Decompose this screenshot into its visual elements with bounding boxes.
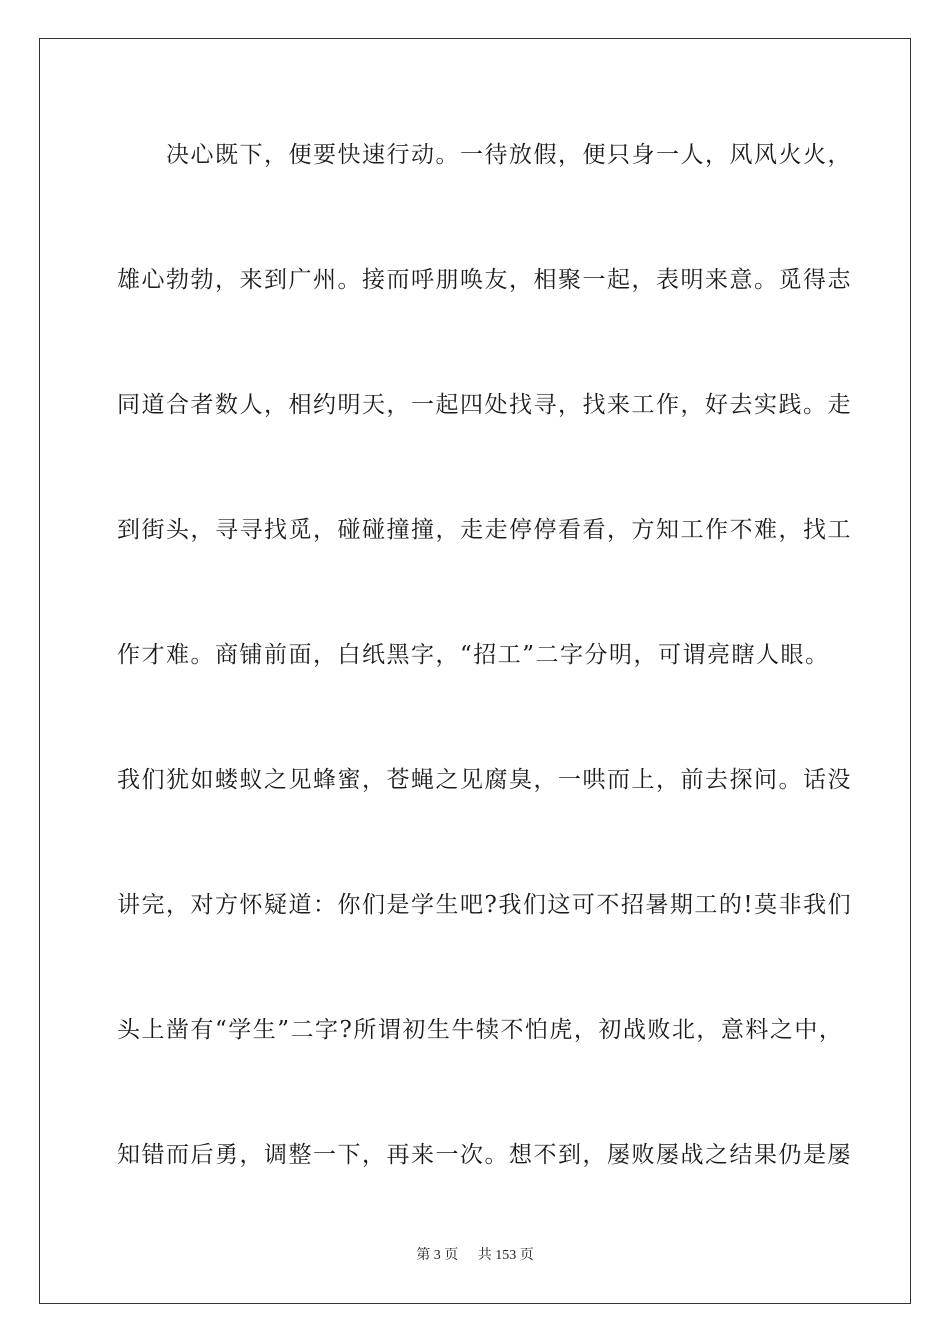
page-number: 第 3 页 [416, 1248, 459, 1263]
text-line: 知错而后勇，调整一下，再来一次。想不到，屡败屡战之结果仍是屡 [117, 1142, 852, 1168]
text-line: 讲完，对方怀疑道：你们是学生吧?我们这可不招暑期工的!莫非我们 [117, 892, 853, 918]
text-line: 头上凿有“学生”二字?所谓初生牛犊不怕虎，初战败北，意料之中， [117, 1017, 844, 1043]
text-line: 决心既下，便要快速行动。一待放假，便只身一人，风风火火， [117, 142, 852, 168]
document-body [117, 125, 853, 1250]
text-line: 雄心勃勃，来到广州。接而呼朋唤友，相聚一起，表明来意。觅得志 [117, 267, 852, 293]
text-line: 到街头，寻寻找觅，碰碰撞撞，走走停停看看，方知工作不难，找工 [117, 517, 852, 543]
text-line: 同道合者数人，相约明天，一起四处找寻，找来工作，好去实践。走 [117, 392, 852, 418]
text-line: 我们犹如蝼蚁之见蜂蜜，苍蝇之见腐臭，一哄而上，前去探问。话没 [117, 767, 852, 793]
text-line: 作才难。商铺前面，白纸黑字，“招工”二字分明，可谓亮瞎人眼。 [117, 642, 830, 668]
page-footer [0, 1244, 950, 1264]
page-total: 共 153 页 [477, 1248, 534, 1263]
